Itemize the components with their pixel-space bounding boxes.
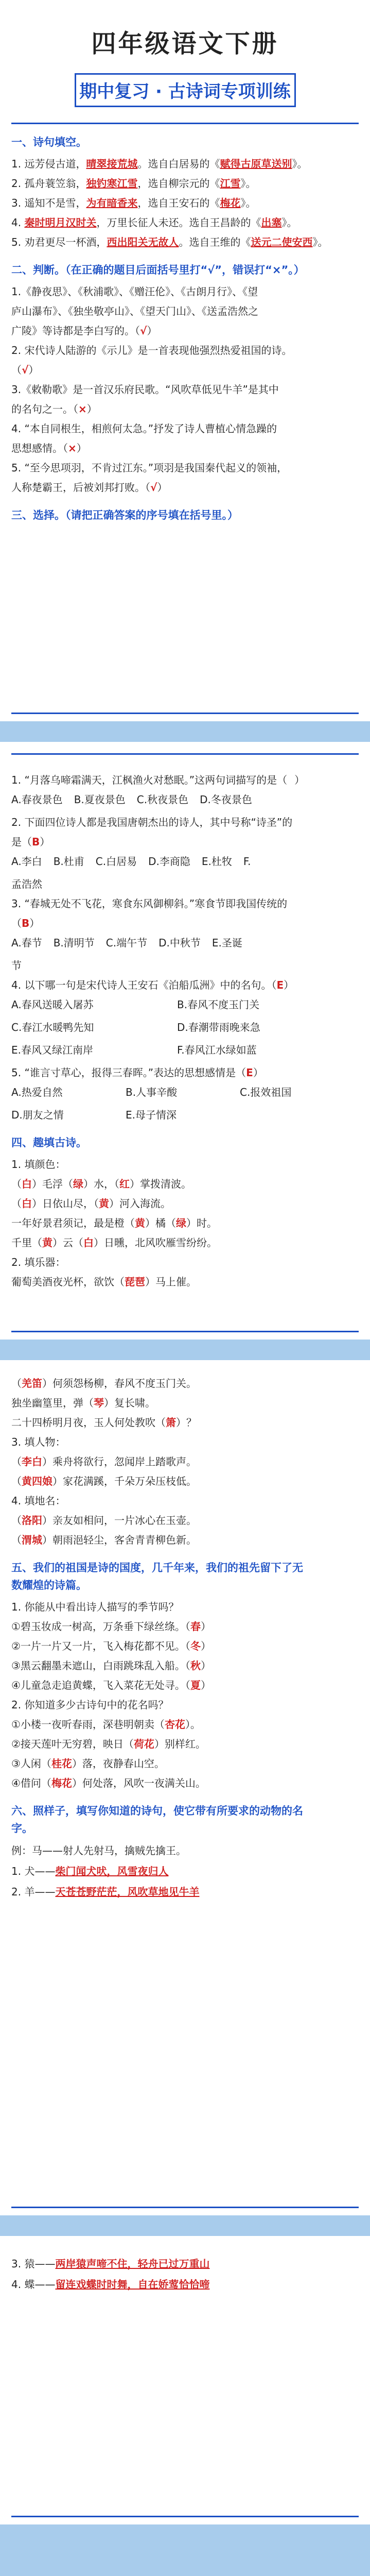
question-line: 2. 你知道多少古诗句中的花名吗？	[11, 1699, 169, 1711]
worksheet-page-3	[0, 1360, 370, 2215]
question-line: 4. “本自同根生，相煎何太急。”抒发了诗人曹植心情急躁的	[11, 422, 277, 435]
question-line: 节	[11, 959, 22, 972]
section-poetry-nation: 五、我们的祖国是诗的国度，几千年来，我们的祖先留下了无 数耀煌的诗篇。	[11, 1562, 303, 1591]
poem-line: 葡萄美酒夜光杯，欲饮（琵琶）马上催。	[11, 1276, 197, 1288]
options-row: A.热爱自然 B.人事辛酸 C.报效祖国	[11, 1086, 292, 1098]
divider	[11, 2516, 359, 2517]
question-line: 1. “月落乌啼霜满天，江枫渔火对愁眠。”这两句词描写的是（ ）	[11, 774, 305, 786]
poem-line: （白）毛浮（绿）水，（红）掌拨清波。	[11, 1178, 191, 1190]
page-title: 四年级语文下册	[91, 29, 279, 58]
question-line: 3.《敕勒歌》是一首汉乐府民歌。“风吹草低见牛羊”是其中	[11, 383, 279, 396]
options-row: D.朋友之情 E.母子情深	[11, 1109, 177, 1121]
worksheet-page-1	[0, 0, 370, 721]
question-line: 人称楚霸王，后被刘邦打败。（√）	[11, 481, 168, 494]
question-line: 5. 劝君更尽一杯酒，西出阳关无故人。选自王维的《送元二使安西》。	[11, 236, 328, 248]
question-line: 3. 遥知不是雪，为有暗香来，选自王安石的《梅花》。	[11, 197, 256, 209]
poem-line: ④儿童急走追黄蝶，飞入菜花无处寻。（夏）	[11, 1679, 211, 1691]
question-line: 广陵》等诗都是李白写的。（√）	[11, 325, 157, 337]
question-line: 3. 填人物：	[11, 1436, 66, 1448]
divider	[11, 753, 359, 755]
poem-line: 独坐幽篁里，弹（琴）复长啸。	[11, 1397, 155, 1409]
question-line: 5. “谁言寸草心，报得三春晖。”表达的思想感情是（E）	[11, 1066, 263, 1079]
question-line: 1. 你能从中看出诗人描写的季节吗？	[11, 1601, 179, 1613]
poem-line: 一年好景君须记，最是橙（黄）橘（绿）时。	[11, 1217, 217, 1229]
question-line: 3. “春城无处不飞花，寒食东风御柳斜。”寒食节即我国传统的	[11, 897, 288, 910]
question-line: 1.《静夜思》、《秋浦歌》、《赠汪伦》、《古朗月行》、《望	[11, 285, 258, 298]
example-line: 例：马——射人先射马，擒贼先擒王。	[11, 1844, 186, 1857]
question-line: 1. 远芳侵古道，晴翠接荒城。选自白居易的《赋得古原草送别》。	[11, 158, 308, 170]
options-row: A.春夜景色 B.夏夜景色 C.秋夜景色 D.冬夜景色	[11, 793, 252, 806]
divider	[11, 2207, 359, 2208]
poem-line: 二十四桥明月夜，玉人何处教吹（箫）？	[11, 1416, 197, 1429]
question-line: 2. 孤舟蓑笠翁，独钓寒江雪，选自柳宗元的《江雪》。	[11, 177, 256, 190]
poem-line: （渭城）朝雨浥轻尘，客舍青青柳色新。	[11, 1534, 197, 1546]
poem-line: ①碧玉妆成一树高，万条垂下绿丝绦。（春）	[11, 1620, 211, 1633]
poem-line: ②一片一片又一片，飞入梅花都不见。（冬）	[11, 1640, 211, 1652]
question-line: （B）	[11, 917, 40, 929]
question-line: 孟浩然	[11, 878, 42, 890]
question-line: 1. 填颜色：	[11, 1158, 66, 1171]
question-line: 庐山瀑布》、《独坐敬亭山》、《望天门山》、《送孟浩然之	[11, 305, 258, 317]
options-row: C.春江水暖鸭先知 D.春潮带雨晚来急	[11, 1021, 260, 1033]
question-line: （√）	[11, 364, 39, 376]
worksheet-page-2	[0, 742, 370, 1340]
question-line: 是（B）	[11, 836, 50, 848]
options-row: A.李白 B.杜甫 C.白居易 D.李商隐 E.杜牧 F.	[11, 855, 251, 868]
question-line: 思想感情。（×）	[11, 442, 87, 454]
poem-line: （羌笛）何须怨杨柳，春风不度玉门关。	[11, 1377, 197, 1389]
question-line: 4. 以下哪一句是宋代诗人王安石《泊船瓜洲》中的名句。（E）	[11, 979, 294, 991]
section-animal-lines: 六、照样子，填写你知道的诗句，使它带有所要求的动物的名 字。	[11, 1805, 303, 1835]
section-choice: 三、选择。（请把正确答案的序号填在括号里。）	[11, 509, 238, 521]
section-fill-in: 一、诗句填空。	[11, 136, 87, 148]
answer-line: 1. 犬——柴门闻犬吠，风雪夜归人	[11, 1865, 169, 1877]
question-line: 5. “至今思项羽，不肯过江东。”项羽是我国秦代起义的领袖，	[11, 462, 288, 474]
options-row: A.春风送暖入屠苏 B.春风不度玉门关	[11, 998, 260, 1011]
divider	[11, 1331, 359, 1332]
question-line: 4. 秦时明月汉时关，万里长征人未还。选自王昌龄的《出塞》。	[11, 216, 297, 229]
poem-line: （李白）乘舟将欲行，忽闻岸上踏歌声。	[11, 1455, 197, 1468]
poem-line: ③黑云翻墨未遮山，白雨跳珠乱入船。（秋）	[11, 1659, 211, 1672]
question-line: 2. 宋代诗人陆游的《示儿》是一首表现他强烈热爱祖国的诗。	[11, 344, 292, 357]
poem-line: （白）日依山尽，（黄）河入海流。	[11, 1197, 171, 1210]
answer-line: 4. 蝶——留连戏蝶时时舞，自在娇莺恰恰啼	[11, 2278, 210, 2291]
question-line: 2. 填乐器：	[11, 1256, 66, 1268]
question-line: 4. 填地名：	[11, 1495, 66, 1507]
poem-line: ③人闲（桂花）落，夜静春山空。	[11, 1757, 165, 1770]
divider	[11, 123, 359, 124]
poem-line: 千里（黄）云（白）日曛，北风吹雁雪纷纷。	[11, 1236, 217, 1249]
options-row: A.春节 B.清明节 C.端午节 D.中秋节 E.圣诞	[11, 937, 242, 949]
options-row: E.春风又绿江南岸 F.春风江水绿如蓝	[11, 1044, 257, 1056]
section-fun-fill: 四、趣填古诗。	[11, 1137, 87, 1149]
question-line: 2. 下面四位诗人都是我国唐朝杰出的诗人，其中号称“诗圣”的	[11, 816, 293, 828]
answer-line: 3. 猿——两岸猿声啼不住，轻舟已过万重山	[11, 2258, 210, 2270]
poem-line: （洛阳）亲友如相问，一片冰心在玉壶。	[11, 1514, 197, 1527]
poem-line: （黄四娘）家花满蹊，千朵万朵压枝低。	[11, 1475, 197, 1487]
page-subtitle: 期中复习 · 古诗词专项训练	[75, 73, 296, 107]
poem-line: ②接天莲叶无穷碧，映日（荷花）别样红。	[11, 1738, 206, 1750]
divider	[11, 713, 359, 714]
question-line: 的名句之一。（×）	[11, 403, 97, 415]
poem-line: ④借问（梅花）何处落，风吹一夜满关山。	[11, 1777, 206, 1789]
poem-line: ①小楼一夜听春雨，深巷明朝卖（杏花）。	[11, 1718, 201, 1731]
section-judge: 二、判断。（在正确的题目后面括号里打“√”，错误打“×”。）	[11, 264, 305, 276]
worksheet-page-4	[0, 2236, 370, 2524]
answer-line: 2. 羊——天苍苍野茫茫，风吹草地见牛羊	[11, 1886, 200, 1898]
